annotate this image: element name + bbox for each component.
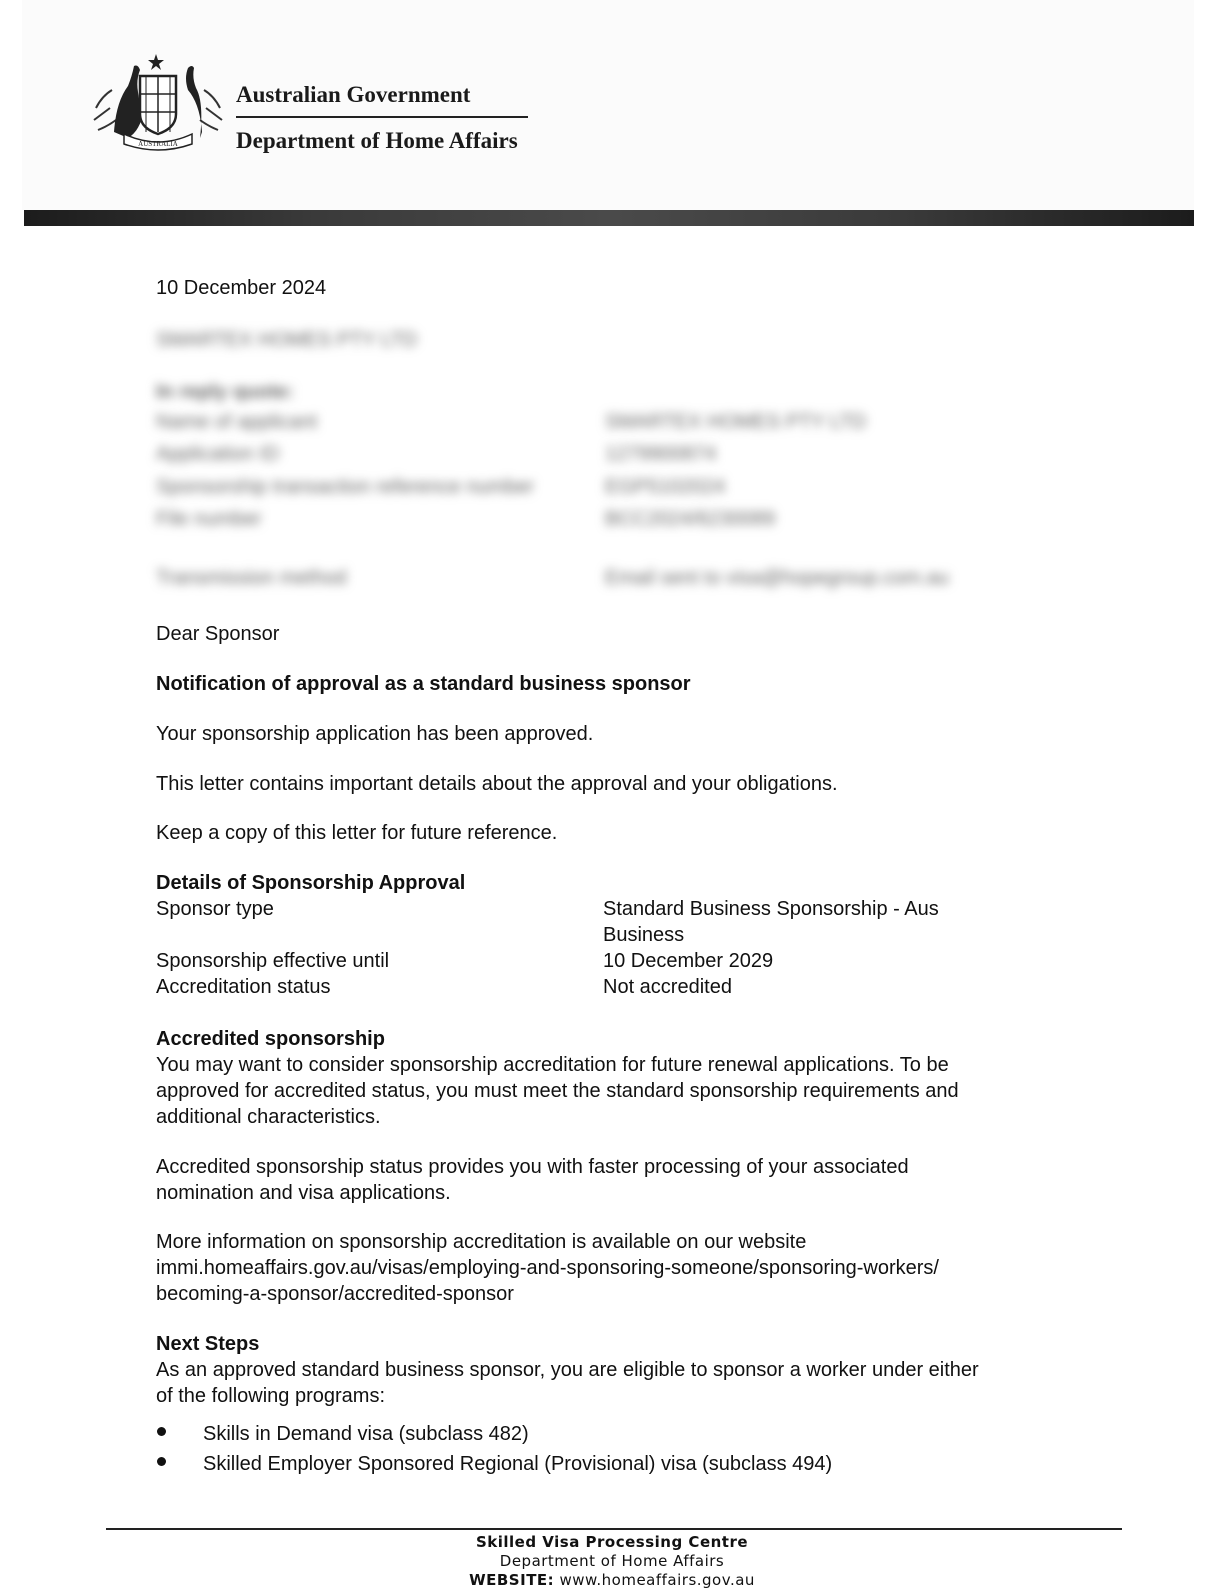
paragraph: Keep a copy of this letter for future reference. <box>156 822 558 844</box>
government-name: Australian Government <box>236 82 471 107</box>
department-name: Department of Home Affairs <box>236 128 518 153</box>
reply-value: 1279900874 <box>605 443 717 465</box>
reply-value: EGP5102024 <box>605 476 726 498</box>
svg-text:AUSTRALIA: AUSTRALIA <box>138 140 178 148</box>
approval-label: Sponsorship effective until <box>156 950 390 972</box>
accredited-heading: Accredited sponsorship <box>156 1028 385 1050</box>
footer-dept: Department of Home Affairs <box>499 1552 725 1570</box>
reply-label: Application ID <box>156 443 280 465</box>
accreditation-url: immi.homeaffairs.gov.au/visas/employing-and-sponsoring-someone/sponsoring-workers/ <box>156 1257 939 1279</box>
transmission-label: Transmission method <box>156 567 347 589</box>
next-steps-heading: Next Steps <box>156 1333 260 1355</box>
footer-website-label: WEBSITE: <box>469 1571 555 1589</box>
list-item: Skilled Employer Sponsored Regional (Provisional) visa (subclass 494) <box>203 1453 833 1475</box>
letterhead-divider <box>236 116 528 118</box>
list-item: Skills in Demand visa (subclass 482) <box>203 1423 529 1445</box>
approval-value: Business <box>603 924 685 946</box>
reply-quote-heading: In reply quote: <box>156 381 294 403</box>
approval-label: Accreditation status <box>156 976 331 998</box>
reply-value: BCC2024/6230089 <box>605 508 776 530</box>
paragraph: This letter contains important details about the approval and your obligations. <box>156 773 838 795</box>
footer-website-link[interactable]: www.homeaffairs.gov.au <box>559 1571 755 1589</box>
footer-centre: Skilled Visa Processing Centre <box>475 1533 749 1551</box>
paragraph-line: additional characteristics. <box>156 1106 381 1128</box>
letter-subject: Notification of approval as a standard business sponsor <box>156 673 691 695</box>
paragraph-line: More information on sponsorship accreditation is available on our website <box>156 1231 807 1253</box>
paragraph-line: Accredited sponsorship status provides you with faster processing of your associated <box>156 1156 909 1178</box>
footer-divider <box>106 1528 1122 1530</box>
paragraph-line: nomination and visa applications. <box>156 1182 451 1204</box>
bullet-icon <box>157 1427 166 1436</box>
paragraph-line: of the following programs: <box>156 1385 386 1407</box>
paragraph: Your sponsorship application has been approved. <box>156 723 594 745</box>
paragraph-line: You may want to consider sponsorship accreditation for future renewal applications. To be <box>156 1054 949 1076</box>
approval-value: Not accredited <box>603 976 732 998</box>
salutation: Dear Sponsor <box>156 623 280 645</box>
reply-label: File number <box>156 508 262 530</box>
letter-date: 10 December 2024 <box>156 277 327 299</box>
bullet-icon <box>157 1457 166 1466</box>
coat-of-arms-logo <box>88 52 228 156</box>
accreditation-url: becoming-a-sponsor/accredited-sponsor <box>156 1283 514 1305</box>
reply-label: Sponsorship transaction reference number <box>156 476 534 498</box>
reply-value: SMARTEX HOMES PTY LTD <box>605 411 867 433</box>
approval-value: 10 December 2029 <box>603 950 774 972</box>
transmission-value: Email sent to visa@hopegroup.com.au <box>605 567 949 589</box>
paragraph-line: As an approved standard business sponsor, you are eligible to sponsor a worker under either <box>156 1359 979 1381</box>
footer-website <box>0 1571 1224 1590</box>
paragraph-line: approved for accredited status, you must meet the standard sponsorship requirements and <box>156 1080 959 1102</box>
reply-label: Name of applicant <box>156 411 318 433</box>
approval-value: Standard Business Sponsorship - Aus <box>603 898 939 920</box>
addressee-name: SMARTEX HOMES PTY LTD <box>156 329 418 351</box>
header-bar <box>24 210 1194 226</box>
approval-label: Sponsor type <box>156 898 274 920</box>
approval-heading: Details of Sponsorship Approval <box>156 872 466 894</box>
